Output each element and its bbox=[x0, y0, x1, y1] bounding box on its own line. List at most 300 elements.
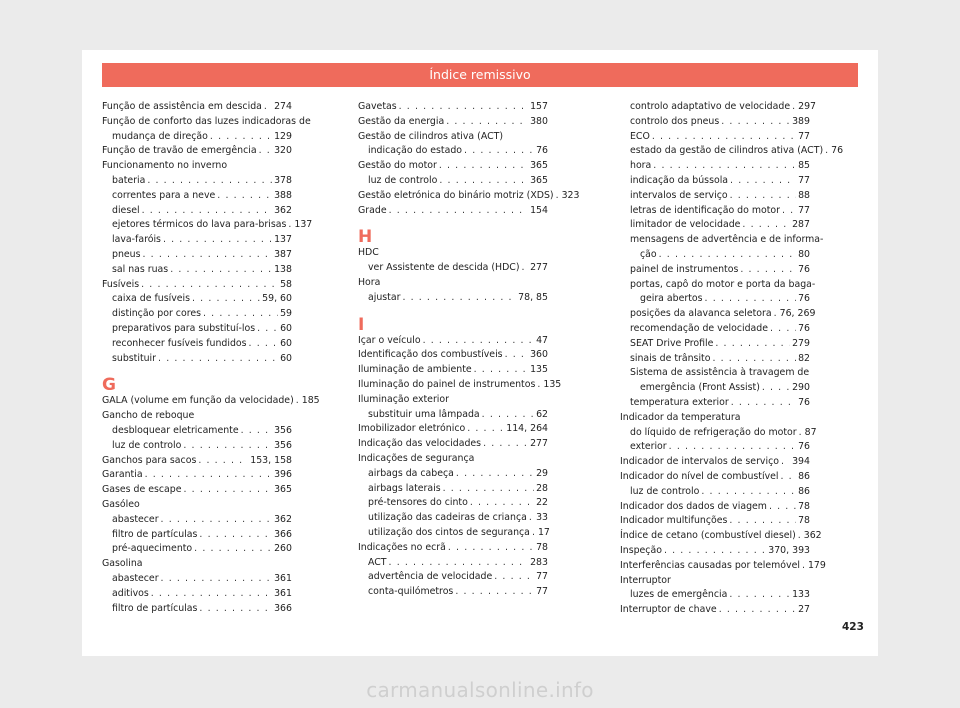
page-reference: 76 bbox=[798, 293, 810, 305]
index-entry bbox=[358, 334, 548, 349]
entry-label: Indicações no ecrã bbox=[358, 541, 446, 553]
index-entry bbox=[102, 454, 292, 469]
index-entry bbox=[358, 348, 548, 363]
entry-label: Indicações de segurança bbox=[358, 452, 475, 464]
dot-leader bbox=[241, 424, 272, 439]
page-reference: 28 bbox=[536, 482, 548, 494]
index-subentry bbox=[102, 572, 292, 587]
entry-label: Gestão eletrónica do binário motriz (XDS) bbox=[358, 189, 554, 201]
dot-leader bbox=[203, 307, 278, 322]
page-reference: 80 bbox=[798, 248, 810, 260]
page-reference: 378 bbox=[274, 174, 292, 186]
entry-label: ejetores térmicos do lava para-brisas bbox=[112, 219, 287, 231]
index-subentry bbox=[620, 100, 817, 115]
index-subentry bbox=[620, 233, 824, 248]
dot-leader bbox=[141, 278, 278, 293]
dot-leader bbox=[456, 467, 534, 482]
page-reference: 362 bbox=[803, 530, 822, 542]
index-subentry bbox=[102, 528, 292, 543]
page-reference: 133 bbox=[792, 589, 810, 601]
dot-leader bbox=[483, 437, 528, 452]
dot-leader bbox=[210, 130, 272, 145]
dot-leader bbox=[161, 572, 273, 587]
page-reference: 78, 85 bbox=[518, 291, 548, 303]
page-reference: 361 bbox=[274, 572, 292, 584]
dot-leader bbox=[669, 440, 796, 455]
entry-label: ACT bbox=[368, 556, 387, 568]
dot-leader bbox=[199, 602, 272, 617]
page-reference: 388 bbox=[274, 189, 292, 201]
entry-label: Indicador dos dados de viagem bbox=[620, 500, 767, 512]
page-reference: 77 bbox=[798, 204, 810, 216]
index-entry bbox=[620, 411, 810, 426]
page-reference: 59, 60 bbox=[262, 293, 292, 305]
index-subentry bbox=[102, 439, 292, 454]
page-reference: 274 bbox=[274, 101, 292, 112]
entry-label: mudança de direção bbox=[112, 130, 208, 142]
page-reference: 153, 158 bbox=[250, 454, 292, 466]
entry-label: utilização das cadeiras de criança bbox=[368, 512, 527, 524]
entry-label: temperatura exterior bbox=[630, 396, 729, 408]
index-entry bbox=[620, 603, 810, 618]
dot-leader bbox=[467, 422, 504, 437]
index-entry bbox=[358, 100, 548, 115]
index-subentry bbox=[620, 337, 810, 352]
entry-label: painel de instrumentos bbox=[630, 263, 739, 275]
page-reference: 62 bbox=[536, 408, 548, 420]
entry-label: ECO bbox=[630, 130, 650, 142]
dot-leader bbox=[729, 588, 790, 603]
dot-leader bbox=[143, 248, 273, 263]
dot-leader bbox=[729, 514, 796, 529]
entry-label: bateria bbox=[112, 174, 146, 186]
entry-label: posições da alavanca seletora bbox=[630, 308, 772, 320]
entry-label: caixa de fusíveis bbox=[112, 293, 191, 305]
index-subentry bbox=[358, 482, 548, 497]
dot-leader bbox=[769, 500, 796, 515]
page-reference: 77 bbox=[536, 571, 548, 583]
index-letter-heading: H bbox=[358, 227, 373, 248]
entry-label: Gestão de cilindros ativa (ACT) bbox=[358, 130, 503, 142]
page-reference: 86 bbox=[798, 485, 810, 497]
entry-label: indicação do estado bbox=[368, 145, 463, 157]
dot-leader bbox=[494, 570, 534, 585]
entry-label: letras de identificação do motor bbox=[630, 204, 780, 216]
page-reference: 365 bbox=[530, 174, 548, 186]
dot-leader bbox=[792, 100, 796, 115]
page-reference: 362 bbox=[274, 204, 292, 216]
index-subentry bbox=[102, 174, 292, 189]
index-entry bbox=[358, 393, 548, 408]
index-entry bbox=[620, 455, 810, 470]
dot-leader bbox=[161, 513, 273, 528]
entry-label: estado da gestão de cilindros ativa (ACT) bbox=[630, 145, 824, 157]
index-column-3 bbox=[620, 100, 844, 618]
index-entry bbox=[102, 483, 292, 498]
entry-label: desbloquear eletricamente bbox=[112, 424, 239, 436]
index-subentry bbox=[102, 204, 292, 219]
index-entry bbox=[358, 452, 548, 467]
page-reference: 260 bbox=[274, 543, 292, 555]
page-reference: 78 bbox=[536, 541, 548, 553]
entry-label: exterior bbox=[630, 441, 667, 453]
entry-label: Iluminação exterior bbox=[358, 393, 449, 405]
index-subentry bbox=[620, 204, 810, 219]
page-reference: 137 bbox=[294, 219, 313, 231]
index-entry bbox=[102, 100, 292, 115]
entry-label: ver Assistente de descida (HDC) bbox=[368, 262, 520, 274]
entry-label: Ganchos para sacos bbox=[102, 454, 197, 466]
page-reference: 60 bbox=[280, 337, 292, 349]
entry-label: advertência de velocidade bbox=[368, 571, 493, 583]
dot-leader bbox=[288, 218, 292, 233]
index-subentry bbox=[358, 570, 548, 585]
dot-leader bbox=[774, 307, 778, 322]
dot-leader bbox=[522, 261, 529, 276]
dot-leader bbox=[532, 526, 536, 541]
entry-label: Grade bbox=[358, 204, 387, 216]
page-reference: 114, 264 bbox=[506, 423, 548, 435]
page-reference: 27 bbox=[798, 604, 810, 616]
entry-label: SEAT Drive Profile bbox=[630, 337, 714, 349]
entry-label: Imobilizador eletrónico bbox=[358, 423, 466, 435]
page-reference: 76 bbox=[798, 263, 810, 275]
entry-label: do líquido de refrigeração do motor bbox=[630, 426, 797, 438]
page-reference: 59 bbox=[280, 308, 292, 320]
index-entry bbox=[358, 422, 548, 437]
page-reference: 76 bbox=[798, 322, 810, 334]
page-reference: 29 bbox=[536, 467, 548, 479]
page-reference: 277 bbox=[530, 262, 548, 274]
index-subentry bbox=[620, 218, 810, 233]
index-subentry bbox=[620, 588, 810, 603]
index-subentry bbox=[620, 248, 810, 263]
index-subentry bbox=[102, 263, 292, 278]
entry-label: Função de conforto das luzes indicadoras de bbox=[102, 115, 311, 127]
dot-leader bbox=[731, 396, 796, 411]
entry-label: geira abertos bbox=[640, 293, 703, 305]
dot-leader bbox=[423, 334, 534, 349]
dot-leader bbox=[802, 559, 806, 574]
index-subentry bbox=[358, 511, 548, 526]
index-entry bbox=[358, 159, 548, 174]
index-entry bbox=[358, 363, 548, 378]
entry-label: controlo adaptativo de velocidade bbox=[630, 101, 791, 112]
entry-label: airbags laterais bbox=[368, 482, 441, 494]
index-entry bbox=[102, 409, 292, 424]
index-subentry bbox=[620, 440, 810, 455]
index-letter-heading: G bbox=[102, 375, 116, 396]
index-entry bbox=[620, 514, 810, 529]
entry-label: filtro de partículas bbox=[112, 528, 198, 540]
index-subentry bbox=[102, 587, 292, 602]
index-subentry bbox=[358, 526, 548, 541]
dot-leader bbox=[701, 485, 796, 500]
index-subentry bbox=[620, 144, 844, 159]
entry-label: luz de controlo bbox=[112, 439, 182, 451]
index-subentry bbox=[358, 585, 548, 600]
entry-label: emergência (Front Assist) bbox=[640, 382, 760, 394]
page-reference: 179 bbox=[807, 559, 826, 571]
index-subentry bbox=[620, 174, 810, 189]
entry-label: Função de travão de emergência bbox=[102, 145, 257, 157]
entry-label: pneus bbox=[112, 248, 141, 260]
page-reference: 135 bbox=[543, 378, 562, 390]
entry-label: filtro de partículas bbox=[112, 602, 198, 614]
dot-leader bbox=[712, 352, 796, 367]
entry-label: ajustar bbox=[368, 291, 401, 303]
index-subentry bbox=[620, 130, 810, 145]
page-reference: 76 bbox=[536, 145, 548, 157]
dot-leader bbox=[556, 189, 560, 204]
index-subentry bbox=[102, 337, 292, 352]
index-subentry bbox=[358, 467, 548, 482]
dot-leader bbox=[402, 291, 516, 306]
dot-leader bbox=[781, 470, 797, 485]
dot-leader bbox=[389, 204, 529, 219]
entry-label: Indicador da temperatura bbox=[620, 411, 741, 423]
index-subentry bbox=[620, 115, 810, 130]
dot-leader bbox=[664, 544, 766, 559]
dot-leader bbox=[183, 439, 272, 454]
index-subentry bbox=[102, 352, 292, 367]
page-reference: 77 bbox=[798, 174, 810, 186]
page-reference: 77 bbox=[536, 586, 548, 598]
entry-label: luz de controlo bbox=[368, 174, 438, 186]
dot-leader bbox=[249, 337, 279, 352]
index-subentry bbox=[358, 291, 548, 306]
index-subentry bbox=[102, 248, 292, 263]
dot-leader bbox=[443, 482, 534, 497]
dot-leader bbox=[194, 542, 272, 557]
index-entry bbox=[358, 378, 562, 393]
dot-leader bbox=[389, 556, 529, 571]
dot-leader bbox=[721, 115, 790, 130]
dot-leader bbox=[151, 587, 272, 602]
dot-leader bbox=[184, 483, 273, 498]
index-entry bbox=[620, 529, 822, 544]
page-reference: 361 bbox=[274, 587, 292, 599]
page-reference: 360 bbox=[530, 349, 548, 361]
dot-leader bbox=[296, 394, 300, 409]
dot-leader bbox=[652, 130, 796, 145]
dot-leader bbox=[798, 529, 802, 544]
index-subentry bbox=[102, 233, 292, 248]
dot-leader bbox=[158, 352, 278, 367]
page-reference: 22 bbox=[536, 497, 548, 509]
dot-leader bbox=[470, 496, 534, 511]
entry-label: mensagens de advertência e de informa- bbox=[630, 234, 824, 246]
entry-label: GALA (volume em função da velocidade) bbox=[102, 395, 294, 407]
page-reference: 365 bbox=[530, 160, 548, 172]
dot-leader bbox=[448, 541, 534, 556]
dot-leader bbox=[782, 204, 796, 219]
page-reference: 76, 269 bbox=[779, 308, 816, 320]
entry-label: substituir bbox=[112, 352, 157, 364]
index-entry bbox=[102, 278, 292, 293]
dot-leader bbox=[147, 174, 272, 189]
entry-label: airbags da cabeça bbox=[368, 467, 454, 479]
index-entry bbox=[620, 500, 810, 515]
entry-label: indicação da bússola bbox=[630, 174, 729, 186]
index-subentry bbox=[620, 263, 810, 278]
page-reference: 365 bbox=[274, 484, 292, 496]
page-reference: 87 bbox=[804, 426, 817, 438]
dot-leader bbox=[145, 468, 273, 483]
entry-label: hora bbox=[630, 160, 652, 172]
entry-label: Gasolina bbox=[102, 558, 143, 570]
page-reference: 60 bbox=[280, 322, 292, 334]
page-reference: 277 bbox=[530, 438, 548, 450]
page-reference: 396 bbox=[274, 469, 292, 481]
index-entry bbox=[102, 159, 292, 174]
index-subentry bbox=[102, 218, 313, 233]
entry-label: Gestão da energia bbox=[358, 115, 445, 127]
page-reference: 135 bbox=[530, 364, 548, 376]
dot-leader bbox=[264, 100, 272, 115]
index-subentry bbox=[358, 174, 548, 189]
index-subentry bbox=[620, 322, 810, 337]
page-reference: 76 bbox=[798, 396, 810, 408]
index-entry bbox=[102, 144, 292, 159]
index-entry bbox=[358, 276, 548, 291]
entry-label: Identificação dos combustíveis bbox=[358, 349, 503, 361]
index-subentry bbox=[358, 556, 548, 571]
dot-leader bbox=[439, 159, 528, 174]
entry-label: Indicador multifunções bbox=[620, 515, 728, 527]
dot-leader bbox=[719, 603, 796, 618]
dot-leader bbox=[259, 144, 273, 159]
dot-leader bbox=[825, 144, 829, 159]
dot-leader bbox=[474, 363, 528, 378]
page-reference: 82 bbox=[798, 352, 810, 364]
page-reference: 287 bbox=[792, 219, 810, 231]
index-subentry bbox=[620, 381, 810, 396]
entry-label: Indicador de intervalos de serviço bbox=[620, 456, 779, 468]
page-reference: 17 bbox=[537, 526, 550, 538]
index-subentry bbox=[620, 426, 817, 441]
index-entry bbox=[102, 468, 292, 483]
section-header: Índice remissivo bbox=[102, 63, 858, 87]
dot-leader bbox=[142, 204, 273, 219]
dot-leader bbox=[799, 426, 803, 441]
entry-label: Função de assistência em descida bbox=[102, 101, 262, 112]
index-subentry bbox=[358, 408, 548, 423]
dot-leader bbox=[505, 348, 529, 363]
entry-label: Interruptor bbox=[620, 574, 671, 586]
index-entry bbox=[358, 541, 548, 556]
dot-leader bbox=[740, 263, 796, 278]
dot-leader bbox=[742, 218, 790, 233]
dot-leader bbox=[199, 528, 272, 543]
entry-label: lava-faróis bbox=[112, 234, 161, 246]
entry-label: intervalos de serviço bbox=[630, 189, 728, 201]
page-reference: 323 bbox=[561, 189, 580, 201]
index-letter-heading: I bbox=[358, 314, 365, 335]
entry-label: HDC bbox=[358, 247, 379, 259]
index-column-1 bbox=[102, 100, 320, 616]
index-subentry bbox=[620, 159, 810, 174]
index-subentry bbox=[102, 307, 292, 322]
page-reference: 370, 393 bbox=[768, 544, 810, 556]
entry-label: abastecer bbox=[112, 572, 159, 584]
page-reference: 297 bbox=[798, 101, 817, 112]
dot-leader bbox=[439, 174, 528, 189]
page-reference: 138 bbox=[274, 263, 292, 275]
page-reference: 76 bbox=[798, 441, 810, 453]
page-number: 423 bbox=[842, 621, 864, 633]
entry-label: Gavetas bbox=[358, 101, 397, 112]
dot-leader bbox=[198, 454, 248, 469]
entry-label: Inspeção bbox=[620, 544, 662, 556]
index-entry bbox=[102, 394, 320, 409]
entry-label: portas, capô do motor e porta da baga- bbox=[630, 278, 816, 290]
entry-label: Índice de cetano (combustível diesel) bbox=[620, 530, 796, 542]
index-entry bbox=[620, 559, 826, 574]
dot-leader bbox=[482, 408, 534, 423]
index-subentry bbox=[620, 278, 816, 293]
entry-label: controlo dos pneus bbox=[630, 115, 720, 127]
dot-leader bbox=[257, 322, 278, 337]
dot-leader bbox=[659, 248, 796, 263]
dot-leader bbox=[170, 263, 272, 278]
page-reference: 33 bbox=[536, 512, 548, 524]
entry-label: Interruptor de chave bbox=[620, 604, 717, 616]
index-entry bbox=[102, 557, 292, 572]
page-reference: 394 bbox=[792, 456, 810, 468]
index-subentry bbox=[620, 396, 810, 411]
index-subentry bbox=[102, 602, 292, 617]
dot-leader bbox=[781, 455, 790, 470]
entry-label: recomendação de velocidade bbox=[630, 322, 768, 334]
entry-label: distinção por cores bbox=[112, 308, 201, 320]
dot-leader bbox=[192, 292, 260, 307]
page-reference: 283 bbox=[530, 556, 548, 568]
index-subentry bbox=[102, 189, 292, 204]
entry-label: Gasóleo bbox=[102, 498, 140, 510]
index-subentry bbox=[620, 189, 810, 204]
page-reference: 356 bbox=[274, 439, 292, 451]
dot-leader bbox=[705, 292, 797, 307]
index-subentry bbox=[358, 496, 548, 511]
page-reference: 366 bbox=[274, 602, 292, 614]
page-reference: 290 bbox=[792, 382, 810, 394]
index-entry bbox=[620, 470, 810, 485]
page-reference: 320 bbox=[274, 145, 292, 157]
entry-label: Garantia bbox=[102, 469, 143, 481]
dot-leader bbox=[399, 100, 528, 115]
entry-label: pré-aquecimento bbox=[112, 543, 193, 555]
index-subentry bbox=[358, 261, 548, 276]
page-reference: 78 bbox=[798, 500, 810, 512]
index-subentry bbox=[102, 322, 292, 337]
entry-label: sal nas ruas bbox=[112, 263, 169, 275]
index-subentry bbox=[358, 144, 548, 159]
entry-label: reconhecer fusíveis fundidos bbox=[112, 337, 247, 349]
entry-label: Gestão do motor bbox=[358, 160, 437, 172]
index-subentry bbox=[620, 352, 810, 367]
entry-label: aditivos bbox=[112, 587, 149, 599]
page-reference: 60 bbox=[280, 352, 292, 364]
page-reference: 389 bbox=[792, 115, 810, 127]
dot-leader bbox=[529, 511, 534, 526]
page-reference: 356 bbox=[274, 424, 292, 436]
page-reference: 137 bbox=[274, 234, 292, 246]
entry-label: Funcionamento no inverno bbox=[102, 160, 228, 172]
entry-label: Indicação das velocidades bbox=[358, 438, 482, 450]
index-subentry bbox=[102, 513, 292, 528]
entry-label: utilização dos cintos de segurança bbox=[368, 526, 530, 538]
